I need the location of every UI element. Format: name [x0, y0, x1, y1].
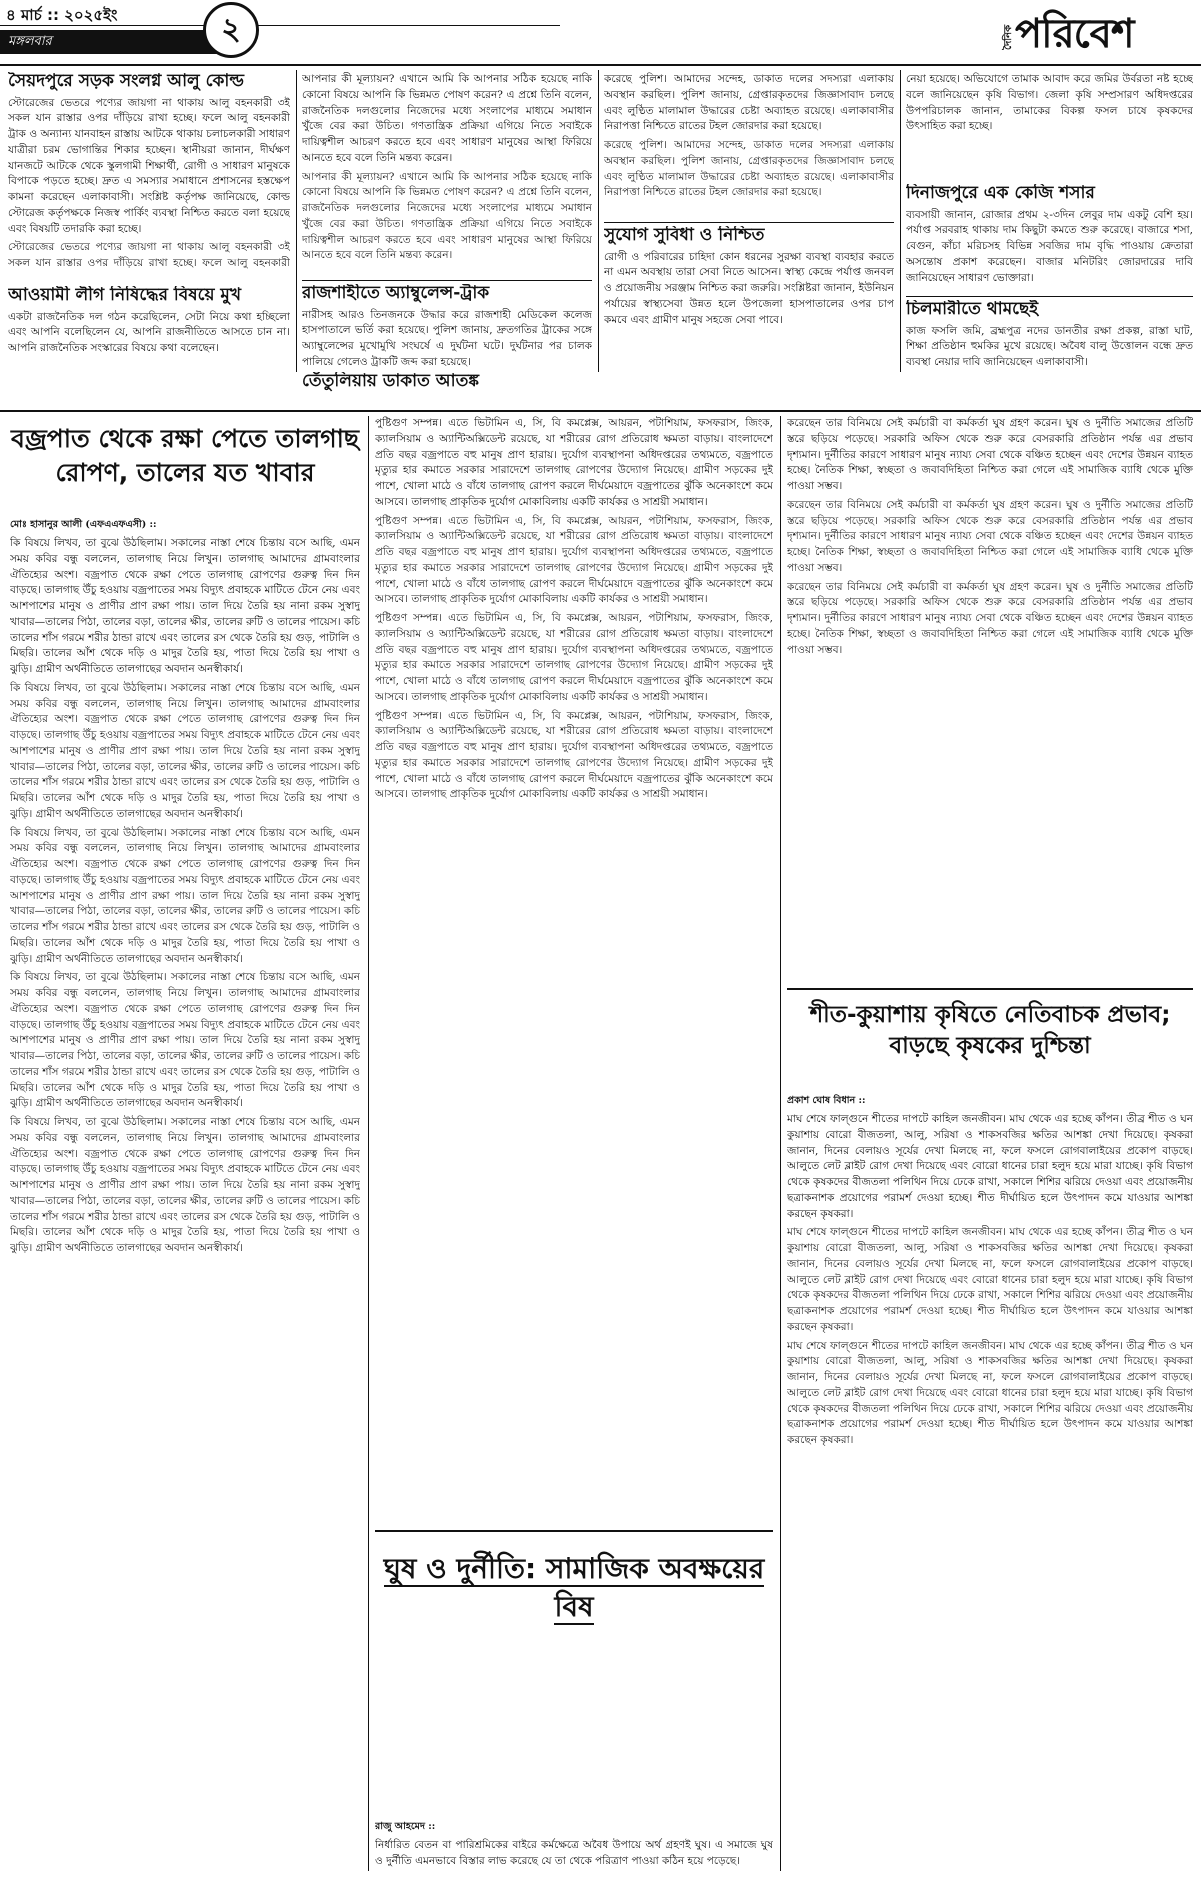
- logo-main-text: পরিবেশ: [1015, 11, 1134, 57]
- article-bribery-intro: [787, 416, 1193, 982]
- section-divider: [0, 410, 1201, 412]
- article-palm-body-2: কি বিষয়ে লিখব, তা বুঝে উঠছিলাম। সকালের নাস্তা শেষে চিন্তায় বসে আছি, এমন সময় কবির বন্ধু বললেন, তালগাছ নিয়ে লিখুন। তালগাছ আমাদের গ্রামবাংলার ঐতিহ্যের অংশ। বজ্রপাত থেকে রক্ষা পেতে তালগাছ রোপণের গুরুত্ব দিন দিন বাড়ছে। তালগাছ উঁচু হওয়ায় বজ্রপাতের সময় বিদ্যুৎ প্রবাহকে মাটিতে টেনে নেয় এবং আশপাশের মানুষ ও প্রাণীর প্রাণ রক্ষা পায়। তাল দিয়ে তৈরি হয় নানা রকম সুস্বাদু খাবার—তালের পিঠা, তালের বড়া, তালের ক্ষীর, তালের রুটি ও তালের পায়েস। কচি তালের শাঁস গরমে শরীর ঠান্ডা রাখে এবং তালের রস থেকে তৈরি হয় গুড়, পাটালি ও মিছরি। তালের আঁশ থেকে দড়ি ও মাদুর তৈরি হয়, পাতা দিয়ে তৈরি হয় পাখা ও ঝুড়ি। গ্রামীণ অর্থনীতিতে তালগাছের অবদান অনস্বীকার্য।: [10, 681, 360, 820]
- article-winter-headline: শীত-কুয়াশায় কৃষিতে নেতিবাচক প্রভাব; বাড়ছে কৃষকের দুশ্চিন্তা: [809, 1002, 1171, 1060]
- article-winter-byline: প্রকাশ ঘোষ বিধান ::: [787, 1095, 866, 1106]
- column-rule: [780, 416, 781, 1871]
- article-tetulia: [302, 372, 592, 408]
- article-winter-body: মাঘ শেষে ফাল্গুনে শীতের দাপটে কাহিল জনজীবন। মাঘ থেকে এর হচ্ছে কাঁপন। তীব্র শীত ও ঘন কুয়াশায় বোরো বীজতলা, আলু, সরিষা ও শাকসবজির ক্ষতির আশঙ্কা দেখা দিয়েছে। কৃষকরা জানান, দিনের বেলায়ও সূর্যের দেখা মিলছে না, ফলে ফসলে রোগবালাইয়ের প্রকোপ বাড়ছে। আলুতে লেট ব্লাইট রোগ দেখা দিয়েছে এবং বোরো ধানের চারা হলুদ হয়ে মারা যাচ্ছে। কৃষি বিভাগ থেকে কৃষকদের বীজতলা পলিথিন দিয়ে ঢেকে রাখা, সকালে শিশির ঝরিয়ে দেওয়া এবং প্রয়োজনীয় ছত্রাকনাশক প্রয়োগের পরামর্শ দেওয়া হচ্ছে। শীত দীর্ঘায়িত হলে উৎপাদন কমে যাওয়ার আশঙ্কা করছেন কৃষকরা।: [787, 1113, 1193, 1220]
- article-awami-body: একটা রাজনৈতিক দল গঠন করেছিলেন, সেটা নিয়ে কথা হচ্ছিলো এবং আপনি বলেছিলেন যে, আপনি রাজনীতিতে আসতে চান না। আপনি রাজনৈতিক সংস্কারের বিষয়ে কথা বলেছেন।: [8, 310, 290, 355]
- article-winter-body-2: মাঘ শেষে ফাল্গুনে শীতের দাপটে কাহিল জনজীবন। মাঘ থেকে এর হচ্ছে কাঁপন। তীব্র শীত ও ঘন কুয়াশায় বোরো বীজতলা, আলু, সরিষা ও শাকসবজির ক্ষতির আশঙ্কা দেখা দিয়েছে। কৃষকরা জানান, দিনের বেলায়ও সূর্যের দেখা মিলছে না, ফলে ফসলে রোগবালাইয়ের প্রকোপ বাড়ছে। আলুতে লেট ব্লাইট রোগ দেখা দিয়েছে এবং বোরো ধানের চারা হলুদ হয়ে মারা যাচ্ছে। কৃষি বিভাগ থেকে কৃষকদের বীজতলা পলিথিন দিয়ে ঢেকে রাখা, সকালে শিশির ঝরিয়ে দেওয়া এবং প্রয়োজনীয় ছত্রাকনাশক প্রয়োগের পরামর্শ দেওয়া হচ্ছে। শীত দীর্ঘায়িত হলে উৎপাদন কমে যাওয়ার আশঙ্কা করছেন কৃষকরা।: [787, 1226, 1193, 1333]
- issue-day: মঙ্গলবার: [0, 30, 230, 54]
- article-winter: [787, 1094, 1193, 1871]
- article-palm-headline: বজ্রপাত থেকে রক্ষা পেতে তালগাছ রোপণ, তালের যত খাবার: [10, 424, 360, 487]
- article-interview-body-2: আপনার কী মূল্যায়ন? এখানে আমি কি আপনার সঠিক হয়েছে নাকি কোনো বিষয়ে আপনি কি ভিন্নমত পোষণ করেন? এ প্রশ্নে তিনি বলেন, রাজনৈতিক দলগুলোর নিজেদের মধ্যে সংলাপের মাধ্যমে সমাধান খুঁজে বের করা উচিত। গণতান্ত্রিক প্রক্রিয়া এগিয়ে নিতে সবাইকে দায়িত্বশীল আচরণ করতে হবে এবং সাধারণ মানুষের আস্থা ফিরিয়ে আনতে হবে বলে তিনি মন্তব্য করেন।: [302, 170, 592, 262]
- article-road: [8, 72, 290, 272]
- page-number: ২: [203, 2, 259, 58]
- article-bribery-intro-body-2: করেছেন তার বিনিময়ে সেই কর্মচারী বা কর্মকর্তা ঘুষ গ্রহণ করেন। ঘুষ ও দুর্নীতি সমাজের প্রতিটি স্তরে ছড়িয়ে পড়েছে। সরকারি অফিস থেকে শুরু করে বেসরকারি প্রতিষ্ঠান পর্যন্ত এর প্রভাব দৃশ্যমান। দুর্নীতির কারণে সাধারণ মানুষ ন্যায্য সেবা থেকে বঞ্চিত হচ্ছেন এবং দেশের উন্নয়ন ব্যাহত হচ্ছে। নৈতিক শিক্ষা, স্বচ্ছতা ও জবাবদিহিতা নিশ্চিত করা গেলে এই সামাজিক ব্যাধি থেকে মুক্তি পাওয়া সম্ভব।: [787, 498, 1193, 574]
- article-palm-body: কি বিষয়ে লিখব, তা বুঝে উঠছিলাম। সকালের নাস্তা শেষে চিন্তায় বসে আছি, এমন সময় কবির বন্ধু বললেন, তালগাছ নিয়ে লিখুন। তালগাছ আমাদের গ্রামবাংলার ঐতিহ্যের অংশ। বজ্রপাত থেকে রক্ষা পেতে তালগাছ রোপণের গুরুত্ব দিন দিন বাড়ছে। তালগাছ উঁচু হওয়ায় বজ্রপাতের সময় বিদ্যুৎ প্রবাহকে মাটিতে টেনে নেয় এবং আশপাশের মানুষ ও প্রাণীর প্রাণ রক্ষা পায়। তাল দিয়ে তৈরি হয় নানা রকম সুস্বাদু খাবার—তালের পিঠা, তালের বড়া, তালের ক্ষীর, তালের রুটি ও তালের পায়েস। কচি তালের শাঁস গরমে শরীর ঠান্ডা রাখে এবং তালের রস থেকে তৈরি হয় গুড়, পাটালি ও মিছরি। তালের আঁশ থেকে দড়ি ও মাদুর তৈরি হয়, পাতা দিয়ে তৈরি হয় পাখা ও ঝুড়ি। গ্রামীণ অর্থনীতিতে তালগাছের অবদান অনস্বীকার্য।: [10, 537, 360, 675]
- article-palm-continued: [375, 416, 773, 1524]
- column-rule: [598, 70, 599, 372]
- newspaper-logo: [999, 6, 1189, 58]
- article-opportunity: [604, 226, 894, 372]
- column-rule: [296, 70, 297, 372]
- divider: [604, 222, 894, 223]
- article-chilmari-body: কাজ ফসলি জমি, ব্রহ্মপুত্র নদের ডানতীর রক্ষা প্রকল্প, রাস্তা ঘাট, শিক্ষা প্রতিষ্ঠান হুমকির মুখে রয়েছে। অবৈধ বালু উত্তোলন বন্ধে দ্রুত ব্যবস্থা নেয়ার দাবি জানিয়েছেন এলাকাবাসী।: [906, 324, 1193, 369]
- article-land: [906, 72, 1193, 180]
- divider: [787, 988, 1193, 990]
- logo-small-text: দৈনিক: [1003, 24, 1014, 50]
- article-bribery-byline: রাজু আহমেদ ::: [375, 1821, 436, 1832]
- article-bribery-intro-body: করেছেন তার বিনিময়ে সেই কর্মচারী বা কর্মকর্তা ঘুষ গ্রহণ করেন। ঘুষ ও দুর্নীতি সমাজের প্রতিটি স্তরে ছড়িয়ে পড়েছে। সরকারি অফিস থেকে শুরু করে বেসরকারি প্রতিষ্ঠান পর্যন্ত এর প্রভাব দৃশ্যমান। দুর্নীতির কারণে সাধারণ মানুষ ন্যায্য সেবা থেকে বঞ্চিত হচ্ছেন এবং দেশের উন্নয়ন ব্যাহত হচ্ছে। নৈতিক শিক্ষা, স্বচ্ছতা ও জবাবদিহিতা নিশ্চিত করা গেলে এই সামাজিক ব্যাধি থেকে মুক্তি পাওয়া সম্ভব।: [787, 417, 1193, 492]
- article-palm-cont-body: পুষ্টিগুণ সম্পন্ন। এতে ভিটামিন এ, সি, বি কমপ্লেক্স, আয়রন, পটাশিয়াম, ফসফরাস, জিংক, ক্যালসিয়াম ও অ্যান্টিঅক্সিডেন্ট রয়েছে, যা শরীরের রোগ প্রতিরোধ ক্ষমতা বাড়ায়। বাংলাদেশে প্রতি বছর বজ্রপাতে বহু মানুষ প্রাণ হারায়। দুর্যোগ ব্যবস্থাপনা অধিদপ্তরের তথ্যমতে, বজ্রপাতে মৃত্যুর হার কমাতে সরকার সারাদেশে তালগাছ রোপণের উদ্যোগ নিয়েছে। গ্রামীণ সড়কের দুই পাশে, খোলা মাঠে ও বাঁধে তালগাছ রোপণ করলে দীর্ঘমেয়াদে বজ্রপাতের ঝুঁকি অনেকাংশে কমে আসবে। তালগাছ প্রাকৃতিক দুর্যোগ মোকাবিলায় একটি কার্যকর ও সাশ্রয়ী সমাধান।: [375, 417, 773, 508]
- article-palm-cont-body-2: পুষ্টিগুণ সম্পন্ন। এতে ভিটামিন এ, সি, বি কমপ্লেক্স, আয়রন, পটাশিয়াম, ফসফরাস, জিংক, ক্যালসিয়াম ও অ্যান্টিঅক্সিডেন্ট রয়েছে, যা শরীরের রোগ প্রতিরোধ ক্ষমতা বাড়ায়। বাংলাদেশে প্রতি বছর বজ্রপাতে বহু মানুষ প্রাণ হারায়। দুর্যোগ ব্যবস্থাপনা অধিদপ্তরের তথ্যমতে, বজ্রপাতে মৃত্যুর হার কমাতে সরকার সারাদেশে তালগাছ রোপণের উদ্যোগ নিয়েছে। গ্রামীণ সড়কের দুই পাশে, খোলা মাঠে ও বাঁধে তালগাছ রোপণ করলে দীর্ঘমেয়াদে বজ্রপাতের ঝুঁকি অনেকাংশে কমে আসবে। তালগাছ প্রাকৃতিক দুর্যোগ মোকাবিলায় একটি কার্যকর ও সাশ্রয়ী সমাধান।: [375, 514, 773, 606]
- article-tetulia-headline: তেঁতুলিয়ায় ডাকাত আতঙ্ক: [302, 372, 479, 391]
- article-bribery-body: নির্ধারিত বেতন বা পারিশ্রমিকের বাইরে কর্মক্ষেত্রে অবৈধ উপায়ে অর্থ গ্রহণই ঘুষ। এ সমাজে ঘুষ ও দুর্নীতি এমনভাবে বিস্তার লাভ করেছে যে তা থেকে পরিত্রাণ পাওয়া কঠিন হয়ে পড়েছে।: [375, 1839, 773, 1867]
- article-dinajpur-headline: দিনাজপুরে এক কেজি শসার: [906, 184, 1095, 203]
- article-chilmari: [906, 300, 1193, 372]
- article-chilmari-headline: চিলমারীতে থামছেই: [906, 300, 1039, 319]
- article-robbery-body: করেছে পুলিশ। আমাদের সন্দেহ, ডাকাত দলের সদস্যরা এলাকায় অবস্থান করছিল। পুলিশ জানায়, গ্রেপ্তারকৃতদের জিজ্ঞাসাবাদ চলছে এবং লুণ্ঠিত মালামাল উদ্ধারের চেষ্টা অব্যাহত রয়েছে। এলাকাবাসীর নিরাপত্তা নিশ্চিতে রাতের টহল জোরদার করা হয়েছে।: [604, 73, 894, 133]
- article-robbery: [604, 72, 894, 220]
- article-road-body-2: স্টোরেজের ভেতরে পণ্যের জায়গা না থাকায় আলু বহনকারী ৩ই সকল যান রাস্তার ওপর দাঁড়িয়ে রাখা হচ্ছে। ফলে আলু বহনকারী: [8, 241, 290, 270]
- article-awami-headline: আওয়ামী লীগ নিষিদ্ধের বিষয়ে মুখ: [8, 286, 241, 305]
- issue-date: ৪ মার্চ :: ২০২৫ইং: [0, 4, 560, 26]
- article-bribery-intro-body-3: করেছেন তার বিনিময়ে সেই কর্মচারী বা কর্মকর্তা ঘুষ গ্রহণ করেন। ঘুষ ও দুর্নীতি সমাজের প্রতিটি স্তরে ছড়িয়ে পড়েছে। সরকারি অফিস থেকে শুরু করে বেসরকারি প্রতিষ্ঠান পর্যন্ত এর প্রভাব দৃশ্যমান। দুর্নীতির কারণে সাধারণ মানুষ ন্যায্য সেবা থেকে বঞ্চিত হচ্ছেন এবং দেশের উন্নয়ন ব্যাহত হচ্ছে। নৈতিক শিক্ষা, স্বচ্ছতা ও জবাবদিহিতা নিশ্চিত করা গেলে এই সামাজিক ব্যাধি থেকে মুক্তি পাওয়া সম্ভব।: [787, 580, 1193, 656]
- article-awami: [8, 286, 290, 370]
- article-opportunity-body: রোগী ও পরিবারের চাহিদা কোন ধরনের সুরক্ষা ব্যবস্থা ব্যবহার করতে না এমন অবস্থায় তারা সেবা নিতে আসেন। স্বাস্থ্য কেন্দ্রে পর্যাপ্ত জনবল ও প্রয়োজনীয় সরঞ্জাম নিশ্চিত করা জরুরি। সংশ্লিষ্টরা জানান, ইউনিয়ন পর্যায়ের স্বাস্থ্যসেবা উন্নত হলে উপজেলা হাসপাতালের ওপর চাপ কমবে এবং গ্রামীণ মানুষ সহজে সেবা পাবে।: [604, 250, 894, 326]
- article-palm-body-3: কি বিষয়ে লিখব, তা বুঝে উঠছিলাম। সকালের নাস্তা শেষে চিন্তায় বসে আছি, এমন সময় কবির বন্ধু বললেন, তালগাছ নিয়ে লিখুন। তালগাছ আমাদের গ্রামবাংলার ঐতিহ্যের অংশ। বজ্রপাত থেকে রক্ষা পেতে তালগাছ রোপণের গুরুত্ব দিন দিন বাড়ছে। তালগাছ উঁচু হওয়ায় বজ্রপাতের সময় বিদ্যুৎ প্রবাহকে মাটিতে টেনে নেয় এবং আশপাশের মানুষ ও প্রাণীর প্রাণ রক্ষা পায়। তাল দিয়ে তৈরি হয় নানা রকম সুস্বাদু খাবার—তালের পিঠা, তালের বড়া, তালের ক্ষীর, তালের রুটি ও তালের পায়েস। কচি তালের শাঁস গরমে শরীর ঠান্ডা রাখে এবং তালের রস থেকে তৈরি হয় গুড়, পাটালি ও মিছরি। তালের আঁশ থেকে দড়ি ও মাদুর তৈরি হয়, পাতা দিয়ে তৈরি হয় পাখা ও ঝুড়ি। গ্রামীণ অর্থনীতিতে তালগাছের অবদান অনস্বীকার্য।: [10, 826, 360, 965]
- article-winter-body-3: মাঘ শেষে ফাল্গুনে শীতের দাপটে কাহিল জনজীবন। মাঘ থেকে এর হচ্ছে কাঁপন। তীব্র শীত ও ঘন কুয়াশায় বোরো বীজতলা, আলু, সরিষা ও শাকসবজির ক্ষতির আশঙ্কা দেখা দিয়েছে। কৃষকরা জানান, দিনের বেলায়ও সূর্যের দেখা মিলছে না, ফলে ফসলে রোগবালাইয়ের প্রকোপ বাড়ছে। আলুতে লেট ব্লাইট রোগ দেখা দিয়েছে এবং বোরো ধানের চারা হলুদ হয়ে মারা যাচ্ছে। কৃষি বিভাগ থেকে কৃষকদের বীজতলা পলিথিন দিয়ে ঢেকে রাখা, সকালে শিশির ঝরিয়ে দেওয়া এবং প্রয়োজনীয় ছত্রাকনাশক প্রয়োগের পরামর্শ দেওয়া হচ্ছে। শীত দীর্ঘায়িত হলে উৎপাদন কমে যাওয়ার আশঙ্কা করছেন কৃষকরা।: [787, 1339, 1193, 1446]
- article-palm: [10, 518, 360, 1868]
- article-rajshahi-headline: রাজশাহীতে অ্যাম্বুলেন্স-ট্রাক: [302, 284, 490, 303]
- article-road-body: স্টোরেজের ভেতরে পণ্যের জায়গা না থাকায় আলু বহনকারী ৩ই সকল যান রাস্তার ওপর দাঁড়িয়ে রাখা হচ্ছে। ফলে আলু বহনকারী ট্রাক ও অন্যান্য যানবাহন রাস্তায় আটকে থাকায় চলাচলকারী সাধারণ যাত্রীরা চরম ভোগান্তির শিকার হচ্ছেন। স্থানীয়রা জানান, দীর্ঘক্ষণ যানজটে আটকে থেকে স্কুলগামী শিক্ষার্থী, রোগী ও সাধারণ মানুষকে বিপাকে পড়তে হচ্ছে। দ্রুত এ সমস্যার সমাধানে প্রশাসনের হস্তক্ষেপ কামনা করেছেন এলাকাবাসী। সংশ্লিষ্ট কর্তৃপক্ষ জানিয়েছে, কোল্ড স্টোরেজ কর্তৃপক্ষকে নিজস্ব পার্কিং ব্যবস্থা নিশ্চিত করতে বলা হয়েছে এবং বিষয়টি তদারকি করা হচ্ছে।: [8, 96, 290, 235]
- article-dinajpur: [906, 184, 1193, 294]
- divider: [375, 1530, 773, 1532]
- article-palm-byline: মোঃ হাসানুর আলী (এফএএফএসী) ::: [10, 519, 157, 530]
- article-bribery: [375, 1820, 773, 1870]
- article-opportunity-headline: সুযোগ সুবিধা ও নিশ্চিত: [604, 226, 765, 245]
- masthead: [0, 0, 1201, 66]
- divider: [302, 280, 592, 281]
- article-rajshahi: [302, 284, 592, 368]
- article-dinajpur-body: ব্যবসায়ী জানান, রোজার প্রথম ২-৩দিন লেবুর দাম একটু বেশি হয়। পর্যাপ্ত সরবরাহ থাকায় দাম কিছুটা কমতে শুরু করেছে। বাজারে শসা, বেগুন, কাঁচা মরিচসহ বিভিন্ন সবজির দাম বৃদ্ধি পাওয়ায় ক্রেতারা অসন্তোষ প্রকাশ করেছেন। বাজার মনিটরিং জোরদারের দাবি জানিয়েছেন সাধারণ ভোক্তারা।: [906, 208, 1193, 284]
- divider: [906, 296, 1193, 297]
- article-bribery-headline-text: ঘুষ ও দুর্নীতি: সামাজিক অবক্ষয়ের বিষ: [383, 1552, 765, 1623]
- article-palm-cont-body-4: পুষ্টিগুণ সম্পন্ন। এতে ভিটামিন এ, সি, বি কমপ্লেক্স, আয়রন, পটাশিয়াম, ফসফরাস, জিংক, ক্যালসিয়াম ও অ্যান্টিঅক্সিডেন্ট রয়েছে, যা শরীরের রোগ প্রতিরোধ ক্ষমতা বাড়ায়। বাংলাদেশে প্রতি বছর বজ্রপাতে বহু মানুষ প্রাণ হারায়। দুর্যোগ ব্যবস্থাপনা অধিদপ্তরের তথ্যমতে, বজ্রপাতে মৃত্যুর হার কমাতে সরকার সারাদেশে তালগাছ রোপণের উদ্যোগ নিয়েছে। গ্রামীণ সড়কের দুই পাশে, খোলা মাঠে ও বাঁধে তালগাছ রোপণ করলে দীর্ঘমেয়াদে বজ্রপাতের ঝুঁকি অনেকাংশে কমে আসবে। তালগাছ প্রাকৃতিক দুর্যোগ মোকাবিলায় একটি কার্যকর ও সাশ্রয়ী সমাধান।: [375, 709, 773, 801]
- article-palm-cont-body-3: পুষ্টিগুণ সম্পন্ন। এতে ভিটামিন এ, সি, বি কমপ্লেক্স, আয়রন, পটাশিয়াম, ফসফরাস, জিংক, ক্যালসিয়াম ও অ্যান্টিঅক্সিডেন্ট রয়েছে, যা শরীরের রোগ প্রতিরোধ ক্ষমতা বাড়ায়। বাংলাদেশে প্রতি বছর বজ্রপাতে বহু মানুষ প্রাণ হারায়। দুর্যোগ ব্যবস্থাপনা অধিদপ্তরের তথ্যমতে, বজ্রপাতে মৃত্যুর হার কমাতে সরকার সারাদেশে তালগাছ রোপণের উদ্যোগ নিয়েছে। গ্রামীণ সড়কের দুই পাশে, খোলা মাঠে ও বাঁধে তালগাছ রোপণ করলে দীর্ঘমেয়াদে বজ্রপাতের ঝুঁকি অনেকাংশে কমে আসবে। তালগাছ প্রাকৃতিক দুর্যোগ মোকাবিলায় একটি কার্যকর ও সাশ্রয়ী সমাধান।: [375, 612, 773, 703]
- article-interview: [302, 72, 592, 278]
- column-rule: [368, 416, 369, 1871]
- article-road-headline: সৈয়দপুরে সড়ক সংলগ্ন আলু কোল্ড: [8, 72, 244, 91]
- article-palm-body-4: কি বিষয়ে লিখব, তা বুঝে উঠছিলাম। সকালের নাস্তা শেষে চিন্তায় বসে আছি, এমন সময় কবির বন্ধু বললেন, তালগাছ নিয়ে লিখুন। তালগাছ আমাদের গ্রামবাংলার ঐতিহ্যের অংশ। বজ্রপাত থেকে রক্ষা পেতে তালগাছ রোপণের গুরুত্ব দিন দিন বাড়ছে। তালগাছ উঁচু হওয়ায় বজ্রপাতের সময় বিদ্যুৎ প্রবাহকে মাটিতে টেনে নেয় এবং আশপাশের মানুষ ও প্রাণীর প্রাণ রক্ষা পায়। তাল দিয়ে তৈরি হয় নানা রকম সুস্বাদু খাবার—তালের পিঠা, তালের বড়া, তালের ক্ষীর, তালের রুটি ও তালের পায়েস। কচি তালের শাঁস গরমে শরীর ঠান্ডা রাখে এবং তালের রস থেকে তৈরি হয় গুড়, পাটালি ও মিছরি। তালের আঁশ থেকে দড়ি ও মাদুর তৈরি হয়, পাতা দিয়ে তৈরি হয় পাখা ও ঝুড়ি। গ্রামীণ অর্থনীতিতে তালগাছের অবদান অনস্বীকার্য।: [10, 971, 360, 1110]
- column-rule: [900, 70, 901, 372]
- article-bribery-headline: [375, 1550, 773, 1680]
- article-land-body: নেয়া হয়েছে। অভিযোগে তামাক আবাদ করে জমির উর্বরতা নষ্ট হচ্ছে বলে জানিয়েছেন কৃষি বিভাগ। জেলা কৃষি সম্প্রসারণ অধিদপ্তরের উপপরিচালক জানান, তামাকের বিকল্প ফসল চাষে কৃষকদের উৎসাহিত করা হচ্ছে।: [906, 73, 1193, 133]
- article-interview-body: আপনার কী মূল্যায়ন? এখানে আমি কি আপনার সঠিক হয়েছে নাকি কোনো বিষয়ে আপনি কি ভিন্নমত পোষণ করেন? এ প্রশ্নে তিনি বলেন, রাজনৈতিক দলগুলোর নিজেদের মধ্যে সংলাপের মাধ্যমে সমাধান খুঁজে বের করা উচিত। গণতান্ত্রিক প্রক্রিয়া এগিয়ে নিতে সবাইকে দায়িত্বশীল আচরণ করতে হবে এবং সাধারণ মানুষের আস্থা ফিরিয়ে আনতে হবে বলে তিনি মন্তব্য করেন।: [302, 73, 592, 164]
- article-palm-body-5: কি বিষয়ে লিখব, তা বুঝে উঠছিলাম। সকালের নাস্তা শেষে চিন্তায় বসে আছি, এমন সময় কবির বন্ধু বললেন, তালগাছ নিয়ে লিখুন। তালগাছ আমাদের গ্রামবাংলার ঐতিহ্যের অংশ। বজ্রপাত থেকে রক্ষা পেতে তালগাছ রোপণের গুরুত্ব দিন দিন বাড়ছে। তালগাছ উঁচু হওয়ায় বজ্রপাতের সময় বিদ্যুৎ প্রবাহকে মাটিতে টেনে নেয় এবং আশপাশের মানুষ ও প্রাণীর প্রাণ রক্ষা পায়। তাল দিয়ে তৈরি হয় নানা রকম সুস্বাদু খাবার—তালের পিঠা, তালের বড়া, তালের ক্ষীর, তালের রুটি ও তালের পায়েস। কচি তালের শাঁস গরমে শরীর ঠান্ডা রাখে এবং তালের রস থেকে তৈরি হয় গুড়, পাটালি ও মিছরি। তালের আঁশ থেকে দড়ি ও মাদুর তৈরি হয়, পাতা দিয়ে তৈরি হয় পাখা ও ঝুড়ি। গ্রামীণ অর্থনীতিতে তালগাছের অবদান অনস্বীকার্য।: [10, 1116, 360, 1254]
- article-robbery-body-2: করেছে পুলিশ। আমাদের সন্দেহ, ডাকাত দলের সদস্যরা এলাকায় অবস্থান করছিল। পুলিশ জানায়, গ্রেপ্তারকৃতদের জিজ্ঞাসাবাদ চলছে এবং লুণ্ঠিত মালামাল উদ্ধারের চেষ্টা অব্যাহত রয়েছে। এলাকাবাসীর নিরাপত্তা নিশ্চিতে রাতের টহল জোরদার করা হয়েছে।: [604, 139, 894, 199]
- article-rajshahi-body: নারীসহ আরও তিনজনকে উদ্ধার করে রাজশাহী মেডিকেল কলেজ হাসপাতালে ভর্তি করা হয়েছে। পুলিশ জানায়, দ্রুতগতির ট্রাকের সঙ্গে অ্যাম্বুলেন্সের মুখোমুখি সংঘর্ষে এ দুর্ঘটনা ঘটে। দুর্ঘটনার পর চালক পালিয়ে গেলেও ট্রাকটি জব্দ করা হয়েছে।: [302, 308, 592, 368]
